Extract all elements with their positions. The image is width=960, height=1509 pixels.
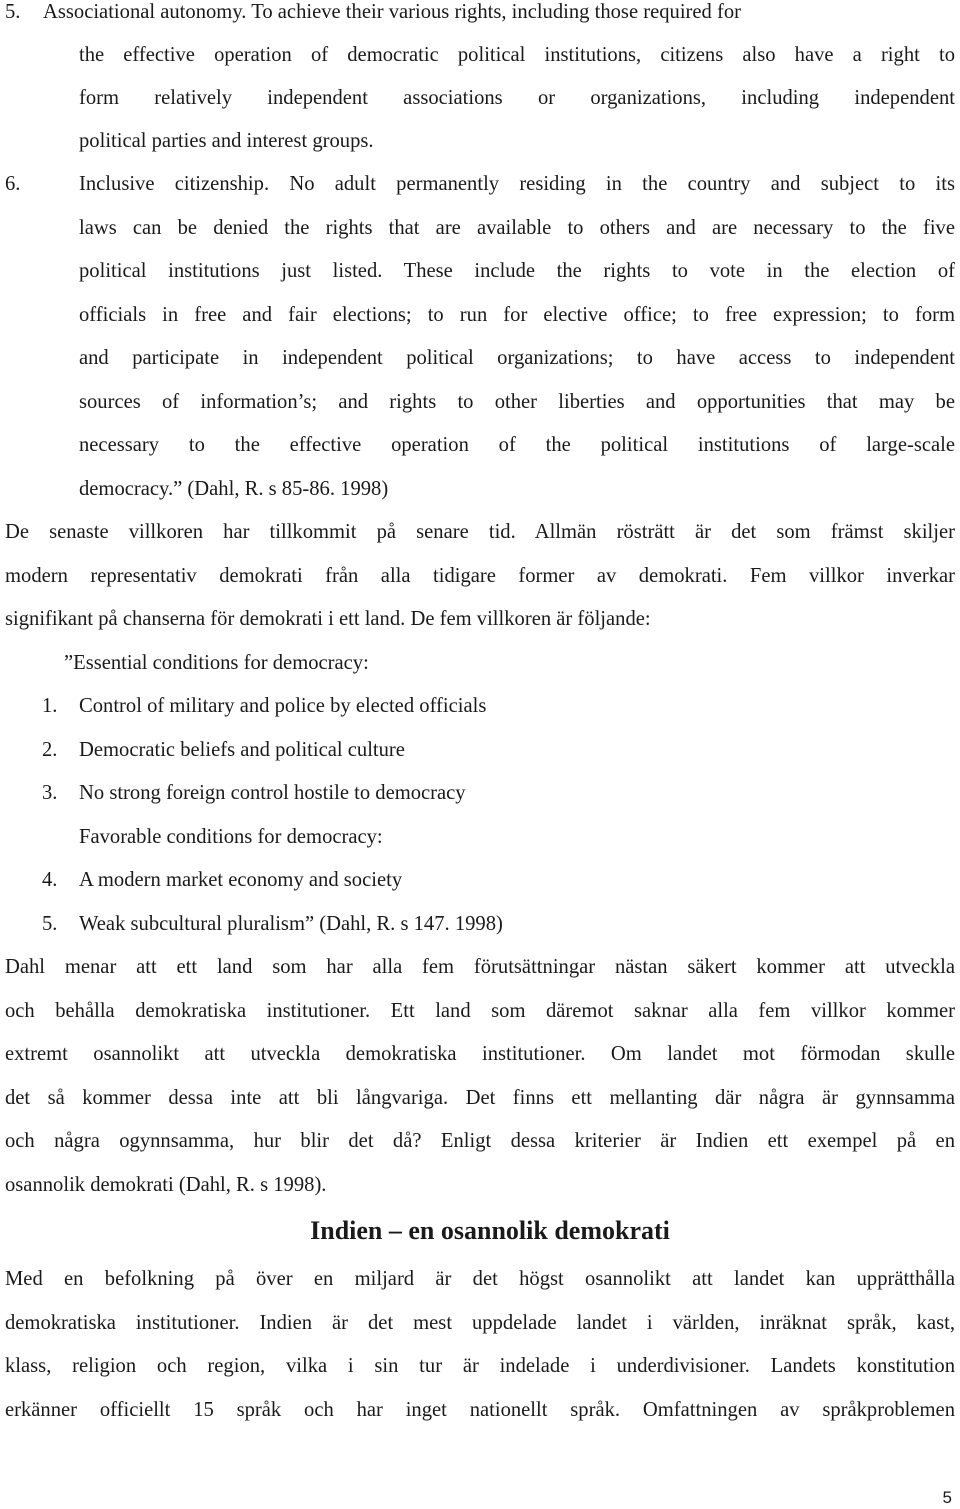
list-number: 6. bbox=[5, 173, 21, 195]
text-line: necessary to the effective operation of the political institutions of large-scale bbox=[79, 434, 955, 456]
list-number: 5. bbox=[5, 1, 21, 23]
condition-text: Democratic beliefs and political culture bbox=[79, 739, 405, 761]
text-line: Inclusive citizenship. No adult permanently residing in the country and subject to its bbox=[79, 173, 955, 195]
list-number: 4. bbox=[42, 869, 58, 891]
text-line: political institutions just listed. These include the rights to vote in the election of bbox=[79, 260, 955, 282]
favorable-conditions-title: Favorable conditions for democracy: bbox=[79, 826, 383, 848]
paragraph-line: extremt osannolikt att utveckla demokratiska institutioner. Om landet mot förmodan skulle bbox=[5, 1043, 955, 1065]
page-number: 5 bbox=[942, 1488, 952, 1507]
text-line: laws can be denied the rights that are available to others and are necessary to the five bbox=[79, 217, 955, 239]
paragraph-line: och behålla demokratiska institutioner. Ett land som däremot saknar alla fem villkor kommer bbox=[5, 1000, 955, 1022]
paragraph-line: De senaste villkoren har tillkommit på senare tid. Allmän rösträtt är det som främst skiljer bbox=[5, 521, 955, 543]
text-line: the effective operation of democratic political institutions, citizens also have a right to bbox=[79, 44, 955, 66]
list-number: 2. bbox=[42, 739, 58, 761]
text-line: Associational autonomy. To achieve their various rights, including those required for bbox=[43, 1, 742, 23]
paragraph-line: Med en befolkning på över en miljard är det högst osannolikt att landet kan upprätthålla bbox=[5, 1268, 955, 1290]
paragraph-line: osannolik demokrati (Dahl, R. s 1998). bbox=[5, 1174, 327, 1196]
paragraph-line: erkänner officiellt 15 språk och har inget nationellt språk. Omfattningen av språkproblemen bbox=[5, 1399, 955, 1421]
condition-text: No strong foreign control hostile to democracy bbox=[79, 782, 466, 804]
list-item-5 bbox=[5, 0, 955, 24]
text-line: democracy.” (Dahl, R. s 85-86. 1998) bbox=[79, 478, 389, 500]
list-number: 1. bbox=[42, 695, 58, 717]
text-line: sources of information’s; and rights to other liberties and opportunities that may be bbox=[79, 391, 955, 413]
paragraph-line: och några ogynnsamma, hur blir det då? Enligt dessa kriterier är Indien ett exempel på en bbox=[5, 1130, 955, 1152]
list-number: 5. bbox=[42, 913, 58, 935]
text-line: political parties and interest groups. bbox=[79, 130, 374, 152]
paragraph-line: signifikant på chanserna för demokrati i ett land. De fem villkoren är följande: bbox=[5, 608, 651, 630]
paragraph-line: modern representativ demokrati från alla tidigare former av demokrati. Fem villkor inverkar bbox=[5, 565, 955, 587]
essential-conditions-title: ”Essential conditions for democracy: bbox=[64, 652, 369, 674]
list-number: 3. bbox=[42, 782, 58, 804]
paragraph-line: Dahl menar att ett land som har alla fem förutsättningar nästan säkert kommer att utveckla bbox=[5, 956, 955, 978]
text-line: officials in free and fair elections; to run for elective office; to free expression; to form bbox=[79, 304, 955, 326]
condition-text: A modern market economy and society bbox=[79, 869, 403, 891]
condition-text: Control of military and police by elected officials bbox=[79, 695, 487, 717]
text-line: form relatively independent associations or organizations, including independent bbox=[79, 87, 955, 109]
paragraph-line: demokratiska institutioner. Indien är det mest uppdelade landet i världen, inräknat språk, kast, bbox=[5, 1312, 955, 1334]
paragraph-line: det så kommer dessa inte att bli långvariga. Det finns ett mellanting där några är gynnsamma bbox=[5, 1087, 955, 1109]
section-heading: Indien – en osannolik demokrati bbox=[310, 1216, 670, 1245]
condition-text: Weak subcultural pluralism” (Dahl, R. s 147. 1998) bbox=[79, 913, 503, 935]
list-item-text bbox=[43, 0, 955, 24]
text-line: and participate in independent political organizations; to have access to independent bbox=[79, 347, 955, 369]
paragraph-line: klass, religion och region, vilka i sin tur är indelade i underdivisioner. Landets konstitution bbox=[5, 1355, 955, 1377]
